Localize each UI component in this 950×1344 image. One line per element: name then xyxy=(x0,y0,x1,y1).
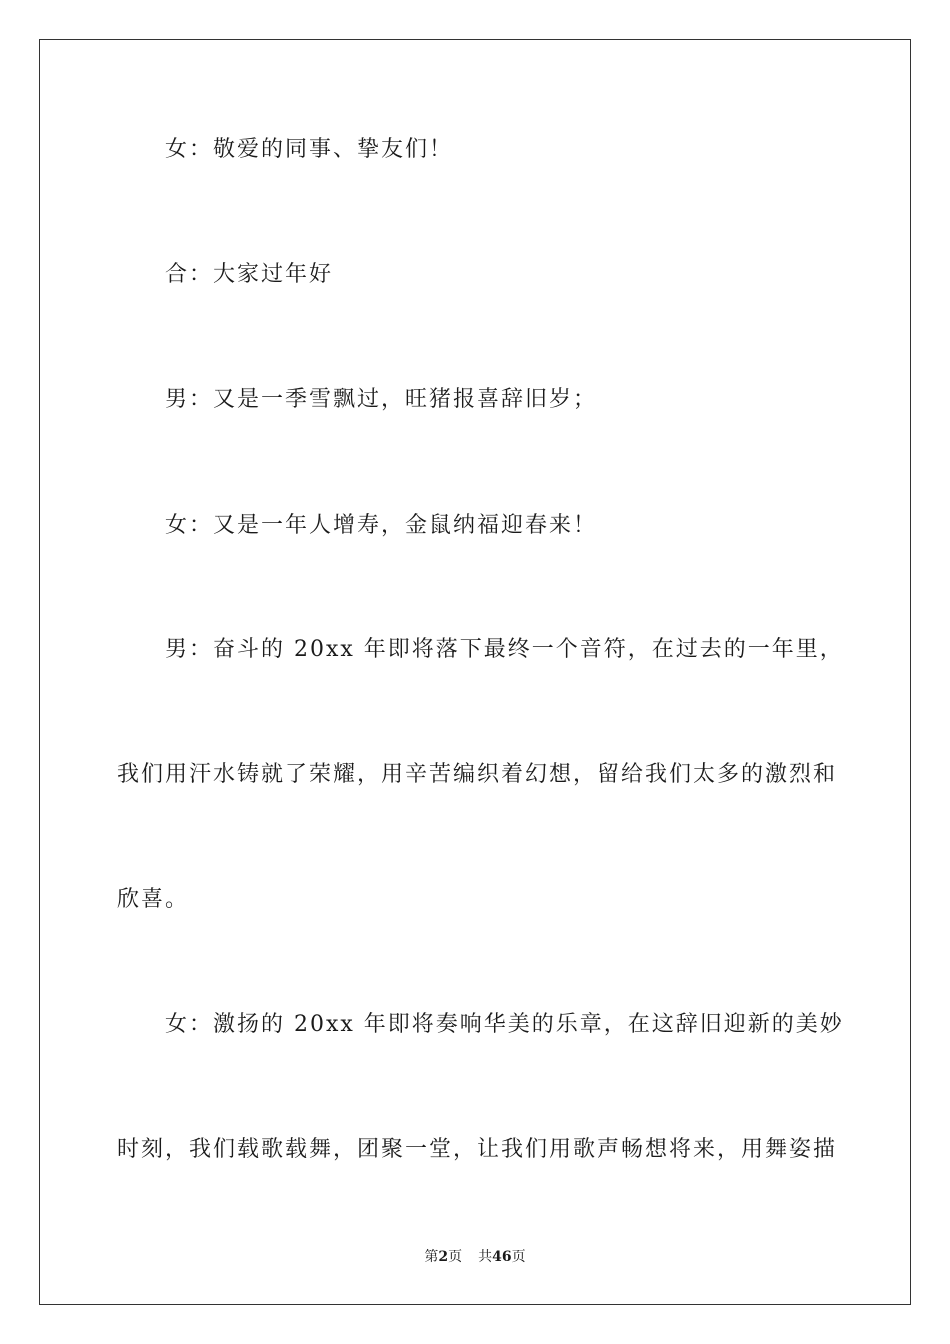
text-line-1: 女：敬爱的同事、挚友们！ xyxy=(165,137,454,162)
text-line-7: 欣喜。 xyxy=(117,887,190,912)
page-suffix: 页 xyxy=(448,1249,463,1265)
text-line-9: 时刻，我们载歌载舞，团聚一堂，让我们用歌声畅想将来，用舞姿描 xyxy=(117,1137,838,1162)
text-line-4: 女：又是一年人增寿，金鼠纳福迎春来！ xyxy=(165,513,598,538)
page-footer xyxy=(0,1247,950,1267)
text-line-2: 合：大家过年好 xyxy=(165,262,334,287)
page-prefix: 第 xyxy=(424,1249,439,1265)
text-line-8: 女：激扬的 20xx 年即将奏响华美的乐章，在这辞旧迎新的美妙 xyxy=(165,1012,844,1037)
page-number: 2 xyxy=(438,1249,449,1265)
total-pages: 46 xyxy=(492,1249,512,1265)
text-line-6: 我们用汗水铸就了荣耀，用辛苦编织着幻想，留给我们太多的激烈和 xyxy=(117,762,838,787)
page-border xyxy=(39,39,911,1305)
text-line-5: 男：奋斗的 20xx 年即将落下最终一个音符，在过去的一年里， xyxy=(165,637,844,662)
total-prefix: 共 xyxy=(478,1249,493,1265)
text-line-3: 男：又是一季雪飘过，旺猪报喜辞旧岁； xyxy=(165,387,598,412)
total-suffix: 页 xyxy=(511,1249,526,1265)
